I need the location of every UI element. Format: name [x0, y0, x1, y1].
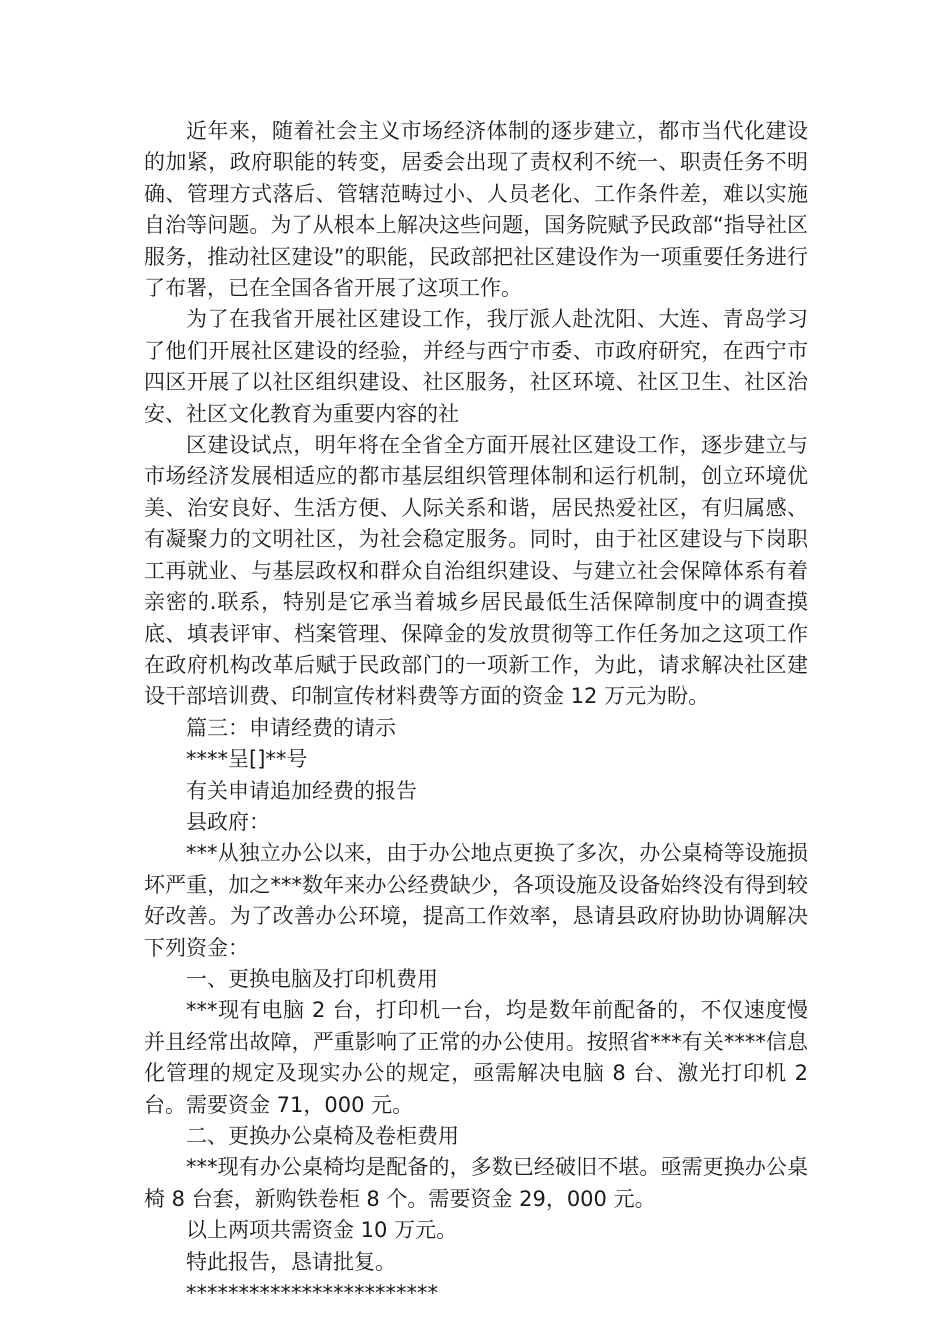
paragraph: ***从独立办公以来，由于办公地点更换了多次，办公桌椅等设施损坏严重，加之***数年来办公经费缺少，各项设施及设备始终没有得到较好改善。为了改善办公环境，提高工作效率，恳请县政府协助协调解决下列资金：	[144, 841, 808, 960]
paragraph: ***现有办公桌椅均是配备的，多数已经破旧不堪。亟需更换办公桌椅 8 台套，新购铁卷柜 8 个。需要资金 29，000 元。	[144, 1155, 808, 1211]
item-heading: 一、更换电脑及打印机费用	[186, 966, 438, 991]
closing-line: 特此报告，恳请批复。	[186, 1249, 396, 1274]
summary-line: 以上两项共需资金 10 万元。	[186, 1218, 458, 1243]
report-title: 有关申请追加经费的报告	[186, 778, 417, 803]
item-heading: 二、更换办公桌椅及卷柜费用	[186, 1124, 459, 1148]
document-number: ****呈[]**号	[186, 747, 308, 772]
section-heading: 篇三：申请经费的请示	[186, 715, 396, 740]
recipient: 县政府：	[186, 809, 270, 834]
paragraph: 区建设试点，明年将在全省全方面开展社区建设工作，逐步建立与市场经济发展相适应的都市基层组织管理体制和运行机制，创立环境优美、治安良好、生活方便、人际关系和谐，居民热爱社区，有归属感、有凝聚力的文明社区，为社会稳定服务。同时，由于社区建设与下岗职工再就业、与基层政权和群众自治组织建设、与建立社会保障体系有着亲密的.联系，特别是它承当着城乡居民最低生活保障制度中的调查摸底、填表评审、档案管理、保障金的发放贯彻等工作任务加之这项工作在政府机构改革后赋于民政部门的一项新工作，为此，请求解决社区建设干部培训费、印制宣传材料费等方面的资金 12 万元为盼。	[144, 433, 808, 709]
paragraph: 为了在我省开展社区建设工作，我厅派人赴沈阳、大连、青岛学习了他们开展社区建设的经验，并经与西宁市委、市政府研究，在西宁市四区开展了以社区组织建设、社区服务，社区环境、社区卫生、社区治安、社区文化教育为重要内容的社	[144, 307, 808, 426]
signature-placeholder: ************************	[186, 1281, 438, 1306]
document-body	[144, 116, 808, 1309]
paragraph: 近年来，随着社会主义市场经济体制的逐步建立，都市当代化建设的加紧，政府职能的转变，居委会出现了责权利不统一、职责任务不明确、管理方式落后、管辖范畴过小、人员老化、工作条件差，难以实施自治等问题。为了从根本上解决这些问题，国务院赋予民政部“指导社区服务，推动社区建设”的职能，民政部把社区建设作为一项重要任务进行了布署，已在全国各省开展了这项工作。	[144, 119, 808, 301]
paragraph: ***现有电脑 2 台，打印机一台，均是数年前配备的，不仅速度慢并且经常出故障，严重影响了正常的办公使用。按照省***有关****信息化管理的规定及现实办公的规定，亟需解决电脑 8 台、激光打印机 2 台。需要资金 71，000 元。	[144, 998, 808, 1117]
